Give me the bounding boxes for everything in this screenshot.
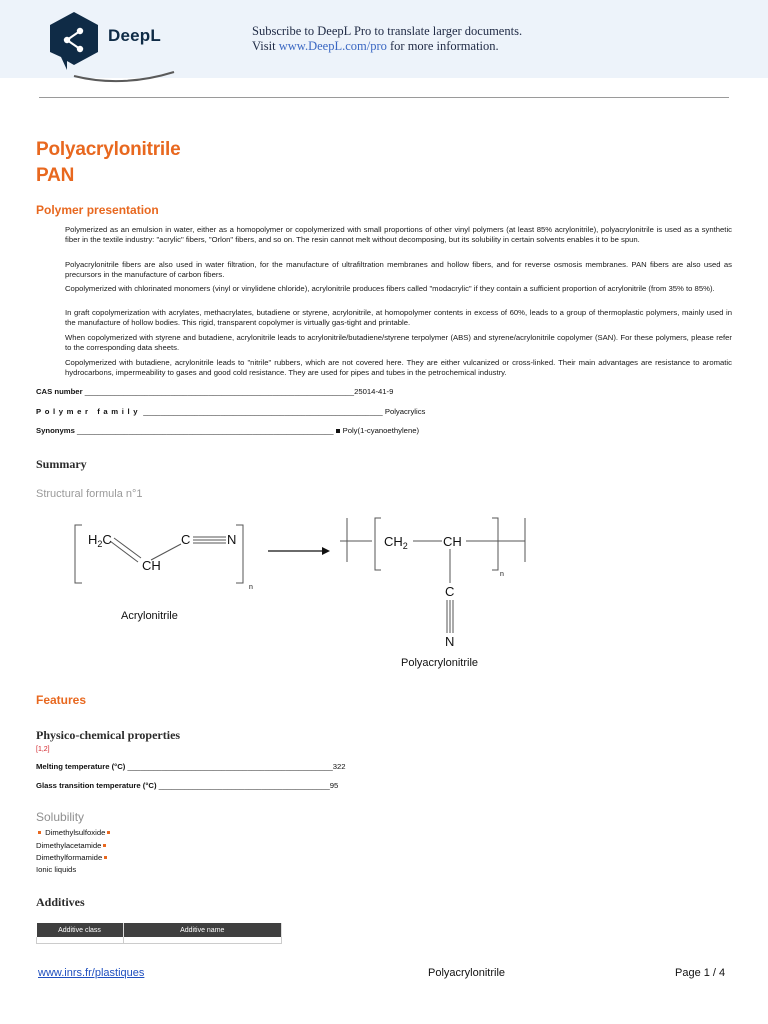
paragraph-5: When copolymerized with styrene and butadiene, acrylonitrile leads to acrylonitrile/butadiene/styrene terpolymer (ABS) and styrene/acrylonitrile copolymer (SAN). For these polymers, please refer to the corresponding data sheets. — [65, 333, 732, 353]
melting-temperature-label: Melting temperature (°C) — [36, 762, 126, 771]
glass-transition-leader: ________________________________________ — [158, 781, 330, 790]
glass-transition-label: Glass transition temperature (°C) — [36, 781, 157, 790]
synonyms-bullet-icon — [336, 429, 340, 433]
footer-website-link[interactable]: www.inrs.fr/plastiques — [38, 967, 145, 979]
polymer-family-row — [36, 407, 425, 416]
orange-square-icon — [38, 831, 41, 834]
cas-number-row — [36, 387, 393, 396]
monomer-ch-label: CH — [142, 558, 161, 573]
polymer-n-label: N — [445, 634, 455, 649]
monomer-c-label: C — [181, 532, 191, 547]
section-heading-additives: Additives — [36, 895, 85, 909]
orange-square-icon — [104, 856, 107, 859]
monomer-subscript-n: n — [249, 584, 253, 591]
cas-number-value: 25014-41-9 — [354, 387, 394, 396]
solubility-item: Ionic liquids — [36, 865, 77, 874]
monomer-name: Acrylonitrile — [121, 610, 178, 622]
glass-transition-value: 95 — [329, 781, 339, 790]
table-row — [37, 937, 282, 944]
monomer-h2c-label: $H_2C$ — [88, 532, 112, 549]
footer-document-name: Polyacrylonitrile — [428, 967, 506, 979]
deepl-logo-icon[interactable] — [47, 10, 101, 70]
polymer-subscript-n: n — [500, 571, 504, 578]
section-heading-physico-chemical: Physico-chemical properties — [36, 728, 181, 742]
reference-link[interactable]: [1,2] — [36, 746, 50, 753]
column-header-additive-class: Additive class — [37, 923, 124, 937]
cas-number-leader: _______________________________________________________________ — [84, 387, 355, 396]
polymer-c-label: C — [445, 584, 455, 599]
structural-formula-label: Structural formula n°1 — [36, 488, 143, 500]
solubility-item: Dimethylacetamide — [36, 841, 108, 850]
section-heading-summary: Summary — [36, 457, 87, 471]
solubility-item: Dimethylformamide — [36, 853, 109, 862]
section-heading-solubility: Solubility — [36, 810, 85, 824]
section-heading-features: Features — [36, 693, 87, 707]
polymer-family-value: Polyacrylics — [384, 407, 426, 416]
melting-temperature-value: 322 — [332, 762, 346, 771]
deepl-logo-text[interactable]: DeepL — [108, 26, 161, 45]
banner-visit-text: Visit www.DeepL.com/pro for more information. — [252, 39, 499, 53]
paragraph-4: In graft copolymerization with acrylates, methacrylates, butadiene or styrene, acrylonitrile, at homopolymer contents in excess of 60%, leads to a group of thermoplastic polymers, mainly used in the manufacture of hollow bodies. This rigid, transparent copolymer is virtually gas-tight and printable. — [65, 308, 732, 328]
glass-transition-row — [36, 781, 338, 790]
deepl-banner — [0, 0, 768, 78]
synonyms-row — [36, 426, 419, 435]
document-title: Polyacrylonitrile — [36, 139, 181, 160]
section-heading-presentation: Polymer presentation — [36, 203, 159, 217]
banner-subscribe-text: Subscribe to DeepL Pro to translate larger documents. — [252, 24, 523, 38]
monomer-n-label: N — [227, 532, 237, 547]
cas-number-label: CAS number — [36, 387, 83, 396]
melting-temperature-row — [36, 762, 346, 771]
synonyms-value: Poly(1-cyanoethylene) — [342, 426, 420, 435]
table-header-row — [37, 923, 282, 937]
solubility-item: Dimethylsulfoxide — [36, 828, 112, 837]
paragraph-2: Polyacrylonitrile fibers are also used in water filtration, for the manufacture of ultrafiltration membranes and hollow fibers, and for reverse osmosis membranes. PAN fibers are also used as precursors in the manufacture of carbon fibers. — [65, 260, 732, 280]
document-subtitle: PAN — [36, 165, 75, 186]
footer-page-number: Page 1 / 4 — [675, 967, 726, 979]
header-rule — [39, 97, 729, 98]
polymer-name: Polyacrylonitrile — [401, 657, 479, 669]
polymer-ch2-label: $CH_2$ — [384, 534, 408, 551]
polymer-family-leader: ________________________________________________________ — [143, 407, 383, 416]
orange-square-icon — [103, 844, 106, 847]
paragraph-3: Copolymerized with chlorinated monomers (vinyl or vinylidene chloride), acrylonitrile produces fibers called "modacrylic" if they contain a sufficient proportion of acrylonitrile (from 35% to 85%). — [65, 284, 715, 293]
paragraph-1: Polymerized as an emulsion in water, either as a homopolymer or copolymerized with small proportions of other vinyl polymers (at least 85% acrylonitrile), polyacrylonitrile is used as a synthetic fiber in the textile industry: "acrylic" fibers, "Orlon" fibers, and so on. The resin cannot melt without decomposing, but its solubility in certain solvents enables it to be spun. — [65, 225, 732, 245]
banner-swoosh-decoration — [72, 70, 182, 90]
additives-table — [36, 923, 282, 944]
synonyms-leader: ____________________________________________________________ — [77, 426, 334, 435]
paragraph-6: Copolymerized with butadiene, acrylonitrile leads to "nitrile" rubbers, which are not covered here. They are either vulcanized or cross-linked. Their main advantages are resistance to aromatic hydrocarbons, impermeability to gases and good cold resistance. They are used for pipes and tubes in the petrochemical industry. — [65, 358, 732, 378]
polymer-family-label: Polymer family — [36, 407, 142, 416]
melting-temperature-leader: ________________________________________________ — [127, 762, 333, 771]
orange-square-icon — [107, 831, 110, 834]
deepl-pro-link[interactable]: www.DeepL.com/pro — [278, 39, 387, 53]
column-header-additive-name: Additive name — [123, 923, 282, 937]
polymer-ch-label: CH — [443, 534, 462, 549]
synonyms-label: Synonyms — [36, 426, 75, 435]
